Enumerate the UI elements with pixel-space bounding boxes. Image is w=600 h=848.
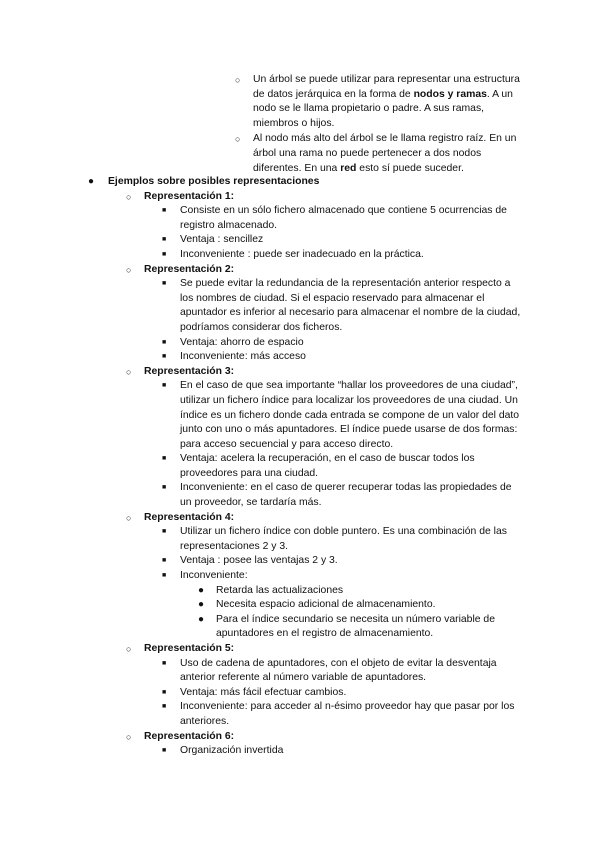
item-text: Inconveniente: más acceso — [180, 351, 306, 363]
square-bullet-icon: ■ — [162, 353, 167, 361]
circle-bullet-icon: ○ — [235, 134, 241, 145]
square-bullet-icon: ■ — [162, 747, 167, 755]
circle-bullet-icon: ○ — [126, 731, 132, 742]
list-item — [162, 744, 525, 759]
item-text: Uso de cadena de apuntadores, con el objeto de evitar la desventaja anterior referente al número variable de apuntadores. — [180, 657, 497, 684]
item-text: Inconveniente : puede ser inadecuado en la práctica. — [180, 248, 424, 260]
intro-text-1a: Un árbol se puede utilizar para representar una estructura de datos jerárquica en la forma de — [253, 74, 520, 100]
square-bullet-icon: ■ — [162, 280, 167, 288]
list-item — [162, 248, 525, 263]
rep-title: Representación 1: — [144, 190, 235, 202]
circle-bullet-icon: ○ — [126, 644, 132, 654]
section-title: Ejemplos sobre posibles representaciones — [108, 176, 320, 187]
item-text: Inconveniente: para acceder al n-ésimo proveedor hay que pasar por los anteriores. — [180, 701, 515, 727]
dot-bullet-icon: ● — [198, 599, 205, 611]
representation-4 — [126, 511, 524, 642]
rep-title: Representación 3: — [144, 365, 235, 377]
list-item — [162, 379, 525, 452]
list-item — [162, 336, 525, 351]
item-text: Ventaja: más fácil efectuar cambios. — [180, 686, 347, 698]
intro-item-2 — [235, 132, 528, 176]
section-heading — [88, 175, 528, 190]
item-text: Se puede evitar la redundancia de la representación anterior respecto a los nombres de ciudad. Si el espacio reservado para almacenar el apuntador es inferior al necesario para almacenar el nombre de la ciudad, podríamos considerar dos ficheros. — [180, 278, 521, 333]
intro-item-1 — [235, 73, 528, 131]
item-text: Consiste en un sólo fichero almacenado que contiene 5 ocurrencias de registro almacenado. — [180, 205, 507, 231]
square-bullet-icon: ■ — [162, 484, 167, 492]
item-text: En el caso de que sea importante “hallar los proveedores de una ciudad”, utilizar un fichero índice para localizar los proveedores de una ciudad. Un índice es un fichero donde cada entrada se compone de un valor del dato junto con uno o más apuntadores. El índice puede usarse de dos formas: para acceso secuencial y para acceso directo. — [180, 380, 520, 450]
representation-2 — [126, 263, 524, 365]
list-item — [162, 657, 525, 686]
rep-title-row — [126, 190, 524, 205]
square-bullet-icon: ■ — [162, 250, 167, 258]
intro-list — [235, 73, 528, 176]
dot-bullet-icon: ● — [88, 176, 95, 187]
list-item — [162, 554, 525, 569]
list-item — [162, 233, 525, 248]
item-text: Utilizar un fichero índice con doble puntero. Es una combinación de las representaciones 2 y 3. — [180, 526, 507, 552]
rep-title: Representación 4: — [144, 511, 235, 523]
circle-bullet-icon: ○ — [126, 191, 132, 202]
intro-text-2a: Al nodo más alto del árbol se le llama registro raíz. En un árbol una rama no puede pertenecer a dos nodos diferentes. En una — [253, 133, 517, 174]
item-text: Organización invertida — [180, 745, 284, 757]
list-item — [162, 204, 525, 233]
circle-bullet-icon: ○ — [235, 75, 241, 85]
list-item — [162, 700, 525, 729]
square-bullet-icon: ■ — [162, 572, 167, 580]
circle-bullet-icon: ○ — [126, 366, 132, 377]
square-bullet-icon: ■ — [162, 236, 167, 244]
rep-title: Representación 6: — [144, 730, 235, 742]
square-bullet-icon: ■ — [162, 557, 167, 565]
square-bullet-icon: ■ — [162, 688, 167, 696]
examples-section — [88, 175, 528, 759]
circle-bullet-icon: ○ — [126, 264, 132, 275]
dot-bullet-icon: ● — [198, 613, 205, 625]
list-item — [162, 350, 525, 365]
list-item — [162, 452, 525, 481]
rep-title-row — [126, 365, 524, 380]
circle-bullet-icon: ○ — [126, 512, 132, 523]
intro-text-2c: esto sí puede suceder. — [356, 162, 464, 174]
item-text: Inconveniente: en el caso de querer recuperar todas las propiedades de un proveedor, se tardaría más. — [180, 482, 512, 509]
rep-title: Representación 2: — [144, 263, 235, 275]
rep-title: Representación 5: — [144, 643, 235, 654]
item-text: Necesita espacio adicional de almacenamiento. — [216, 599, 436, 611]
representation-3 — [126, 365, 524, 511]
intro-text-1b: nodos y ramas — [413, 88, 487, 100]
list-item — [162, 481, 525, 510]
representation-6 — [126, 730, 524, 759]
item-text: Retarda las actualizaciones — [216, 584, 344, 596]
representation-5 — [126, 642, 524, 730]
dot-bullet-icon: ● — [198, 584, 205, 596]
item-text: Ventaja : posee las ventajas 2 y 3. — [180, 555, 338, 567]
list-item — [162, 686, 525, 701]
square-bullet-icon: ■ — [162, 338, 167, 346]
list-item — [198, 584, 526, 599]
item-text: Para el índice secundario se necesita un número variable de apuntadores en el registro de almacenamiento. — [216, 613, 495, 640]
item-text: Ventaja : sencillez — [180, 234, 264, 246]
list-item — [162, 277, 525, 335]
square-bullet-icon: ■ — [162, 528, 167, 536]
intro-text-1c: . A un nodo se le llama propietario o padre. A sus ramas, miembros o hijos. — [253, 88, 513, 129]
representation-1 — [126, 190, 524, 263]
list-item — [198, 598, 526, 613]
list-item — [198, 613, 526, 642]
square-bullet-icon: ■ — [162, 382, 167, 390]
rep-title-row — [126, 511, 524, 526]
list-item — [162, 569, 525, 584]
rep-title-row — [126, 263, 524, 278]
item-text: Ventaja: acelera la recuperación, en el caso de buscar todos los proveedores para una ciudad. — [180, 453, 475, 479]
item-text: Ventaja: ahorro de espacio — [180, 336, 304, 348]
intro-text-2b: red — [340, 162, 357, 174]
square-bullet-icon: ■ — [162, 455, 167, 463]
square-bullet-icon: ■ — [162, 659, 167, 667]
item-text: Inconveniente: — [180, 570, 248, 582]
square-bullet-icon: ■ — [162, 207, 167, 215]
rep-title-row — [126, 642, 524, 657]
square-bullet-icon: ■ — [162, 703, 167, 711]
list-item — [162, 525, 525, 554]
rep-title-row — [126, 730, 524, 745]
